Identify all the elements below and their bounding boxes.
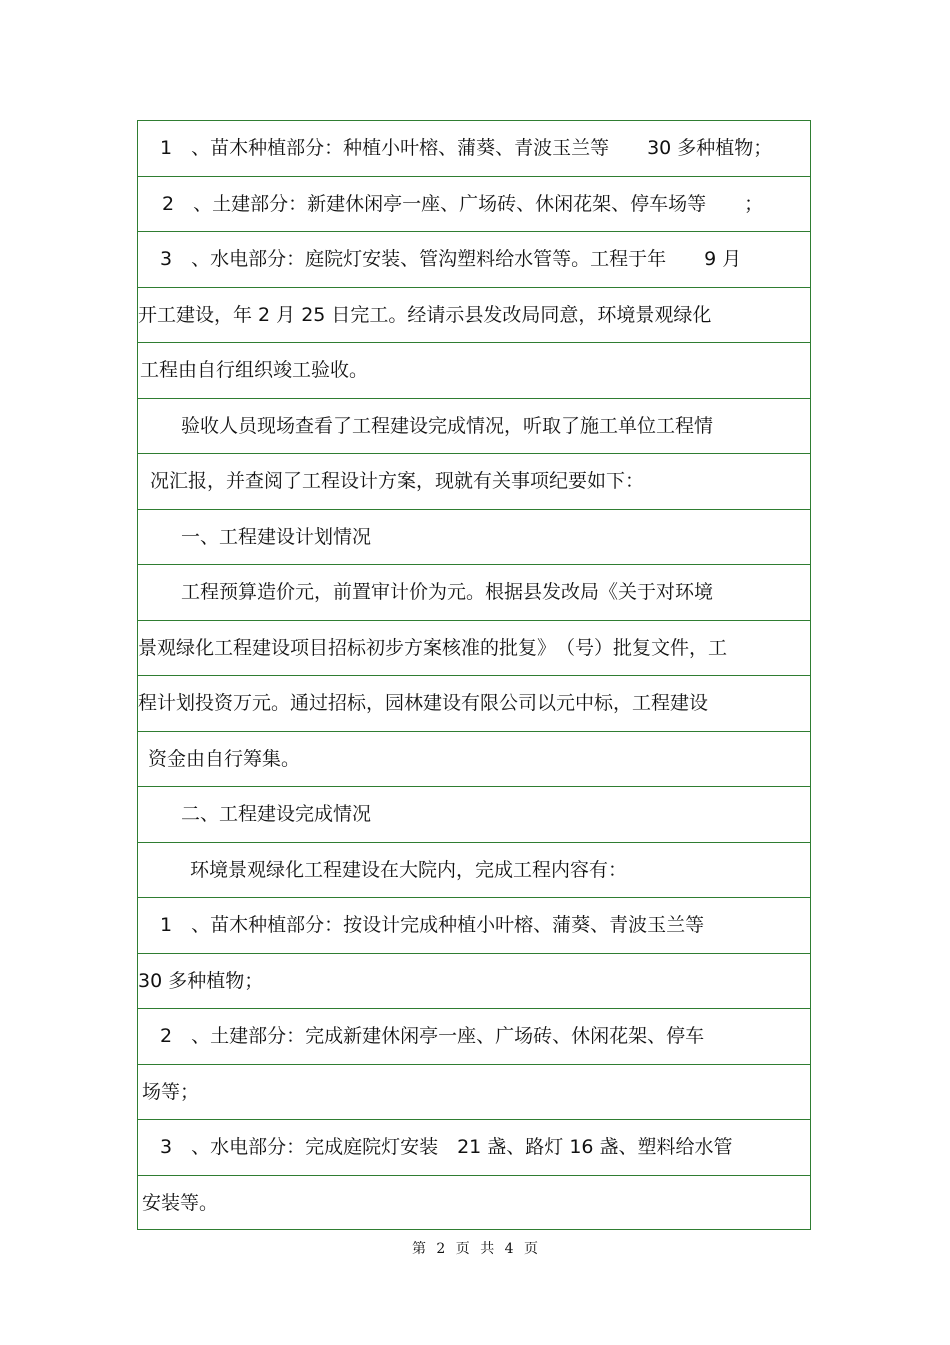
text-line-3: 3 、水电部分：庭院灯安装、管沟塑料给水管等。工程于年 9 月: [138, 232, 810, 288]
text-line-9: 工程预算造价元，前置审计价为元。根据县发改局《关于对环境: [138, 565, 810, 621]
text-line-5: 工程由自行组织竣工验收。: [138, 343, 810, 399]
section-heading-plan: 一、工程建设计划情况: [138, 510, 810, 566]
text-line-11: 程计划投资万元。通过招标，园林建设有限公司以元中标，工程建设: [138, 676, 810, 732]
text-line-6: 验收人员现场查看了工程建设完成情况，听取了施工单位工程情: [138, 399, 810, 455]
text-line-2: 2 、土建部分：新建休闲亭一座、广场砖、休闲花架、停车场等 ；: [138, 177, 810, 233]
text-line-4: 开工建设，年 2 月 25 日完工。经请示县发改局同意，环境景观绿化: [138, 288, 810, 344]
text-line-16: 30 多种植物；: [138, 954, 810, 1010]
text-line-1: 1 、苗木种植部分：种植小叶榕、蒲葵、青波玉兰等 30 多种植物；: [138, 121, 810, 177]
text-line-14: 环境景观绿化工程建设在大院内，完成工程内容有：: [138, 843, 810, 899]
text-line-7: 况汇报，并查阅了工程设计方案，现就有关事项纪要如下：: [138, 454, 810, 510]
text-line-18: 场等；: [138, 1065, 810, 1121]
text-line-12: 资金由自行筹集。: [138, 732, 810, 788]
text-line-15: 1 、苗木种植部分：按设计完成种植小叶榕、蒲葵、青波玉兰等: [138, 898, 810, 954]
text-line-17: 2 、土建部分：完成新建休闲亭一座、广场砖、休闲花架、停车: [138, 1009, 810, 1065]
text-line-19: 3 、水电部分：完成庭院灯安装 21 盏、路灯 16 盏、塑料给水管: [138, 1120, 810, 1176]
text-line-20: 安装等。: [142, 1191, 219, 1214]
document-body: [137, 120, 811, 1230]
section-heading-completion: 二、工程建设完成情况: [138, 787, 810, 843]
page-number: 第 2 页 共 4 页: [411, 1241, 539, 1257]
text-line-10: 景观绿化工程建设项目招标初步方案核准的批复》 （号）批复文件，工: [138, 621, 810, 677]
